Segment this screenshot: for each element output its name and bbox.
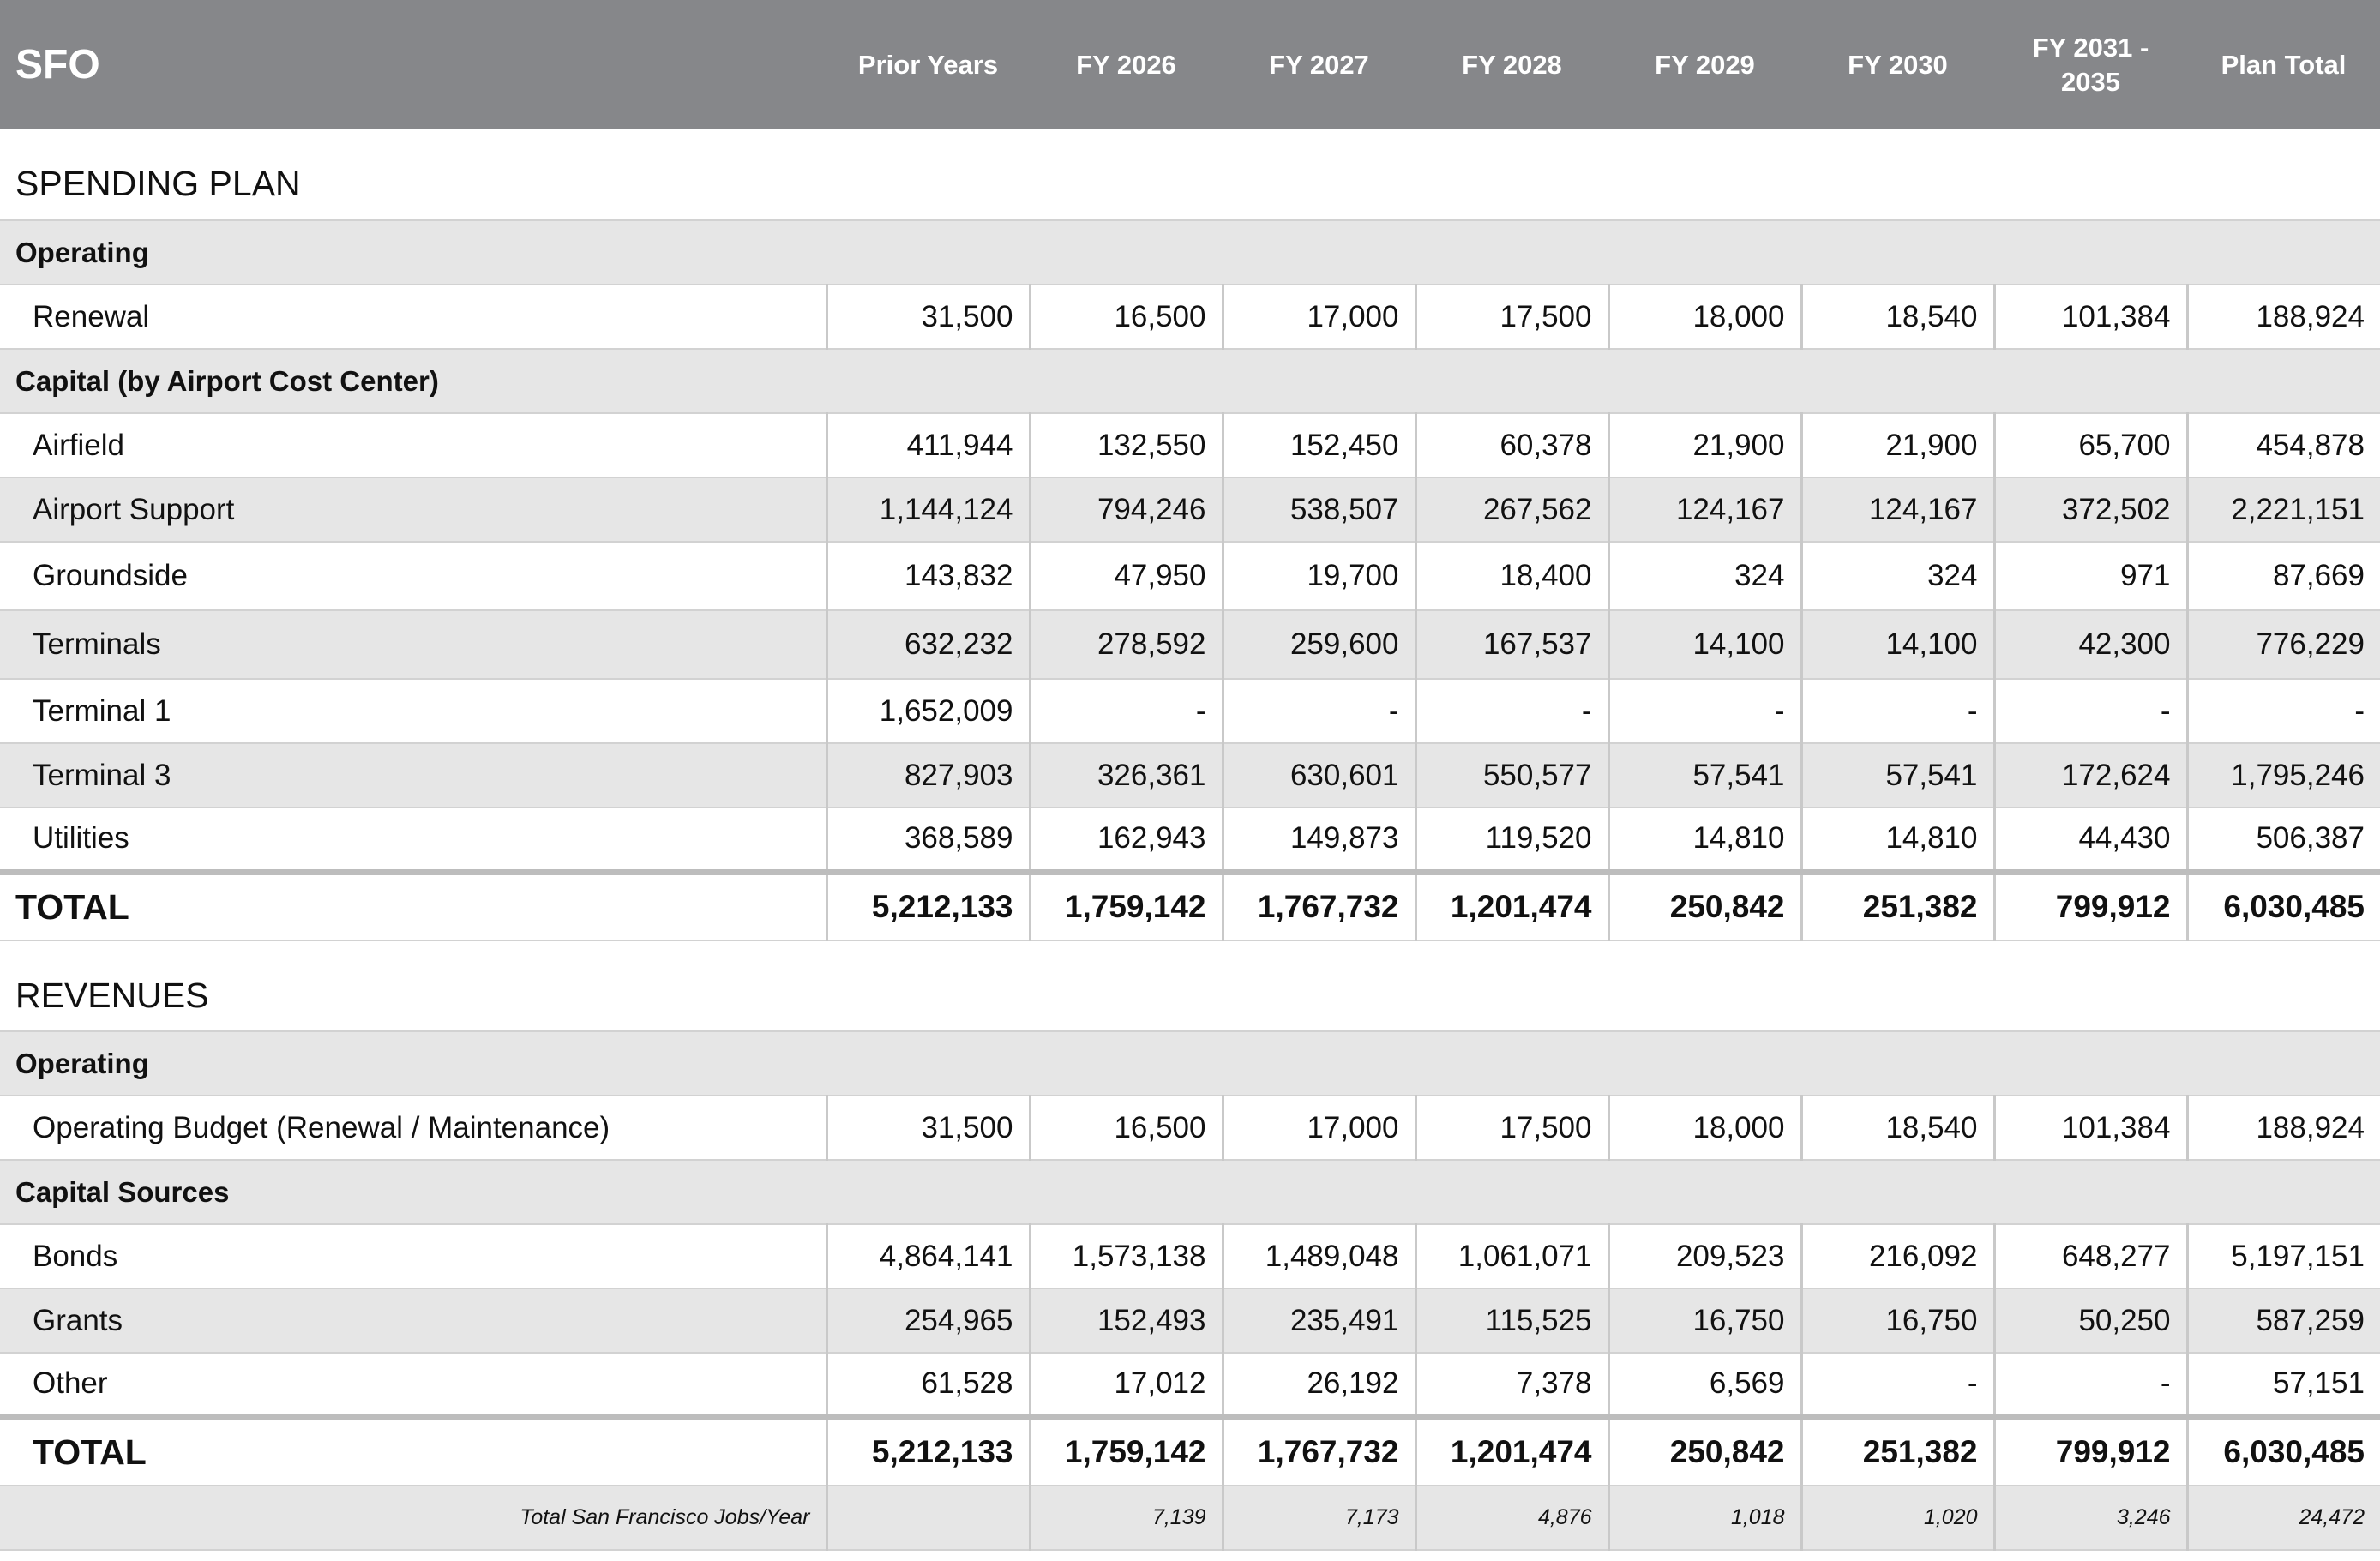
cell-value: - [1608,679,1801,743]
table-row [0,1224,2380,1288]
cell-value: 31,500 [826,1096,1030,1160]
row-label: Total San Francisco Jobs/Year [0,1486,826,1550]
column-header: FY 2031 - 2035 [1994,0,2187,129]
cell-value: - [1994,1353,2187,1417]
cell-value: 47,950 [1030,542,1223,610]
column-header: FY 2026 [1030,0,1223,129]
cell-value: 254,965 [826,1288,1030,1353]
cell-value: 5,212,133 [826,1417,1030,1486]
revenues-capital-group [0,1160,2380,1224]
group-label: Operating [0,1031,2380,1096]
cell-value: 188,924 [2187,285,2380,349]
table-title: SFO [0,0,826,129]
cell-value: 162,943 [1030,808,1223,872]
column-header: Prior Years [826,0,1030,129]
row-label: Terminals [0,610,826,679]
cell-value: 794,246 [1030,477,1223,542]
cell-value: 17,000 [1223,1096,1415,1160]
cell-value: - [1030,679,1223,743]
cell-value: 124,167 [1801,477,1994,542]
cell-value: 1,020 [1801,1486,1994,1550]
group-label: Capital (by Airport Cost Center) [0,349,2380,413]
cell-value: 14,810 [1801,808,1994,872]
cell-value: 799,912 [1994,1417,2187,1486]
cell-value: 1,489,048 [1223,1224,1415,1288]
cell-value: 326,361 [1030,743,1223,808]
table-row [0,1353,2380,1417]
cell-value [826,1486,1030,1550]
cell-value: 17,012 [1030,1353,1223,1417]
cell-value: 60,378 [1415,413,1608,477]
table-row [0,808,2380,872]
cell-value: 6,030,485 [2187,1417,2380,1486]
cell-value: 250,842 [1608,1417,1801,1486]
cell-value: 50,250 [1994,1288,2187,1353]
cell-value: 16,750 [1801,1288,1994,1353]
section-title: SPENDING PLAN [0,129,2380,220]
group-label: Capital Sources [0,1160,2380,1224]
cell-value: 5,212,133 [826,872,1030,940]
row-label: TOTAL [0,872,826,940]
column-header: FY 2030 [1801,0,1994,129]
cell-value: 17,000 [1223,285,1415,349]
column-header: FY 2029 [1608,0,1801,129]
row-label: Airport Support [0,477,826,542]
spending-operating-group [0,220,2380,285]
cell-value: 21,900 [1608,413,1801,477]
cell-value: 188,924 [2187,1096,2380,1160]
cell-value: 87,669 [2187,542,2380,610]
cell-value: 259,600 [1223,610,1415,679]
cell-value: 454,878 [2187,413,2380,477]
cell-value: 61,528 [826,1353,1030,1417]
cell-value: 216,092 [1801,1224,1994,1288]
cell-value: 506,387 [2187,808,2380,872]
table-row [0,542,2380,610]
cell-value: 4,876 [1415,1486,1608,1550]
row-label: Other [0,1353,826,1417]
column-header: FY 2027 [1223,0,1415,129]
cell-value: 16,500 [1030,1096,1223,1160]
cell-value: 152,493 [1030,1288,1223,1353]
cell-value: - [2187,679,2380,743]
cell-value: 17,500 [1415,285,1608,349]
group-label: Operating [0,220,2380,285]
cell-value: 1,759,142 [1030,1417,1223,1486]
cell-value: 209,523 [1608,1224,1801,1288]
revenues-heading [0,940,2380,1031]
cell-value: 1,061,071 [1415,1224,1608,1288]
row-label: TOTAL [0,1417,826,1486]
cell-value: 124,167 [1608,477,1801,542]
cell-value: 250,842 [1608,872,1801,940]
cell-value: 7,173 [1223,1486,1415,1550]
cell-value: 132,550 [1030,413,1223,477]
cell-value: 14,100 [1608,610,1801,679]
cell-value: 324 [1608,542,1801,610]
cell-value: 251,382 [1801,872,1994,940]
cell-value: 6,569 [1608,1353,1801,1417]
cell-value: 167,537 [1415,610,1608,679]
cell-value: 7,378 [1415,1353,1608,1417]
cell-value: 1,201,474 [1415,872,1608,940]
cell-value: 235,491 [1223,1288,1415,1353]
cell-value: 57,541 [1608,743,1801,808]
cell-value: 6,030,485 [2187,872,2380,940]
table-row [0,1288,2380,1353]
cell-value: 17,500 [1415,1096,1608,1160]
row-label: Bonds [0,1224,826,1288]
cell-value: 18,000 [1608,1096,1801,1160]
cell-value: 251,382 [1801,1417,1994,1486]
row-label: Airfield [0,413,826,477]
cell-value: 278,592 [1030,610,1223,679]
cell-value: 119,520 [1415,808,1608,872]
cell-value: - [1223,679,1415,743]
cell-value: 971 [1994,542,2187,610]
cell-value: 149,873 [1223,808,1415,872]
section-title: REVENUES [0,940,2380,1031]
cell-value: 2,221,151 [2187,477,2380,542]
cell-value: 1,144,124 [826,477,1030,542]
cell-value: 7,139 [1030,1486,1223,1550]
cell-value: 57,541 [1801,743,1994,808]
cell-value: - [1994,679,2187,743]
cell-value: 1,018 [1608,1486,1801,1550]
cell-value: 5,197,151 [2187,1224,2380,1288]
cell-value: 101,384 [1994,285,2187,349]
cell-value: 1,767,732 [1223,872,1415,940]
row-label: Terminal 1 [0,679,826,743]
spending-capital-group [0,349,2380,413]
cell-value: 57,151 [2187,1353,2380,1417]
cell-value: 776,229 [2187,610,2380,679]
cell-value: 3,246 [1994,1486,2187,1550]
column-header: FY 2028 [1415,0,1608,129]
cell-value: 16,500 [1030,285,1223,349]
cell-value: - [1415,679,1608,743]
cell-value: 143,832 [826,542,1030,610]
table-row [0,610,2380,679]
cell-value: 152,450 [1223,413,1415,477]
jobs-row [0,1486,2380,1550]
table-row [0,1096,2380,1160]
cell-value: - [1801,1353,1994,1417]
cell-value: 26,192 [1223,1353,1415,1417]
cell-value: 65,700 [1994,413,2187,477]
cell-value: 267,562 [1415,477,1608,542]
cell-value: 115,525 [1415,1288,1608,1353]
cell-value: 538,507 [1223,477,1415,542]
cell-value: 18,540 [1801,1096,1994,1160]
cell-value: 827,903 [826,743,1030,808]
cell-value: 16,750 [1608,1288,1801,1353]
cell-value: 648,277 [1994,1224,2187,1288]
cell-value: 42,300 [1994,610,2187,679]
cell-value: 630,601 [1223,743,1415,808]
cell-value: 1,652,009 [826,679,1030,743]
cell-value: 19,700 [1223,542,1415,610]
cell-value: 324 [1801,542,1994,610]
table-row [0,285,2380,349]
spending-total-row [0,872,2380,940]
cell-value: 21,900 [1801,413,1994,477]
row-label: Grants [0,1288,826,1353]
cell-value: 18,000 [1608,285,1801,349]
cell-value: 101,384 [1994,1096,2187,1160]
cell-value: 14,100 [1801,610,1994,679]
cell-value: 372,502 [1994,477,2187,542]
cell-value: 18,540 [1801,285,1994,349]
table-row [0,743,2380,808]
column-header: Plan Total [2187,0,2380,129]
table-row [0,477,2380,542]
revenues-total-row [0,1417,2380,1486]
cell-value: - [1801,679,1994,743]
cell-value: 4,864,141 [826,1224,1030,1288]
cell-value: 411,944 [826,413,1030,477]
cell-value: 632,232 [826,610,1030,679]
header-row [0,0,2380,129]
cell-value: 1,759,142 [1030,872,1223,940]
cell-value: 799,912 [1994,872,2187,940]
cell-value: 1,767,732 [1223,1417,1415,1486]
cell-value: 368,589 [826,808,1030,872]
cell-value: 14,810 [1608,808,1801,872]
cell-value: 550,577 [1415,743,1608,808]
table-row [0,413,2380,477]
row-label: Renewal [0,285,826,349]
row-label: Operating Budget (Renewal / Maintenance) [0,1096,826,1160]
cell-value: 172,624 [1994,743,2187,808]
row-label: Groundside [0,542,826,610]
cell-value: 31,500 [826,285,1030,349]
revenues-operating-group [0,1031,2380,1096]
cell-value: 1,201,474 [1415,1417,1608,1486]
cell-value: 44,430 [1994,808,2187,872]
cell-value: 587,259 [2187,1288,2380,1353]
table-row [0,679,2380,743]
row-label: Utilities [0,808,826,872]
cell-value: 1,573,138 [1030,1224,1223,1288]
cell-value: 24,472 [2187,1486,2380,1550]
row-label: Terminal 3 [0,743,826,808]
spending-plan-heading [0,129,2380,220]
cell-value: 1,795,246 [2187,743,2380,808]
cell-value: 18,400 [1415,542,1608,610]
